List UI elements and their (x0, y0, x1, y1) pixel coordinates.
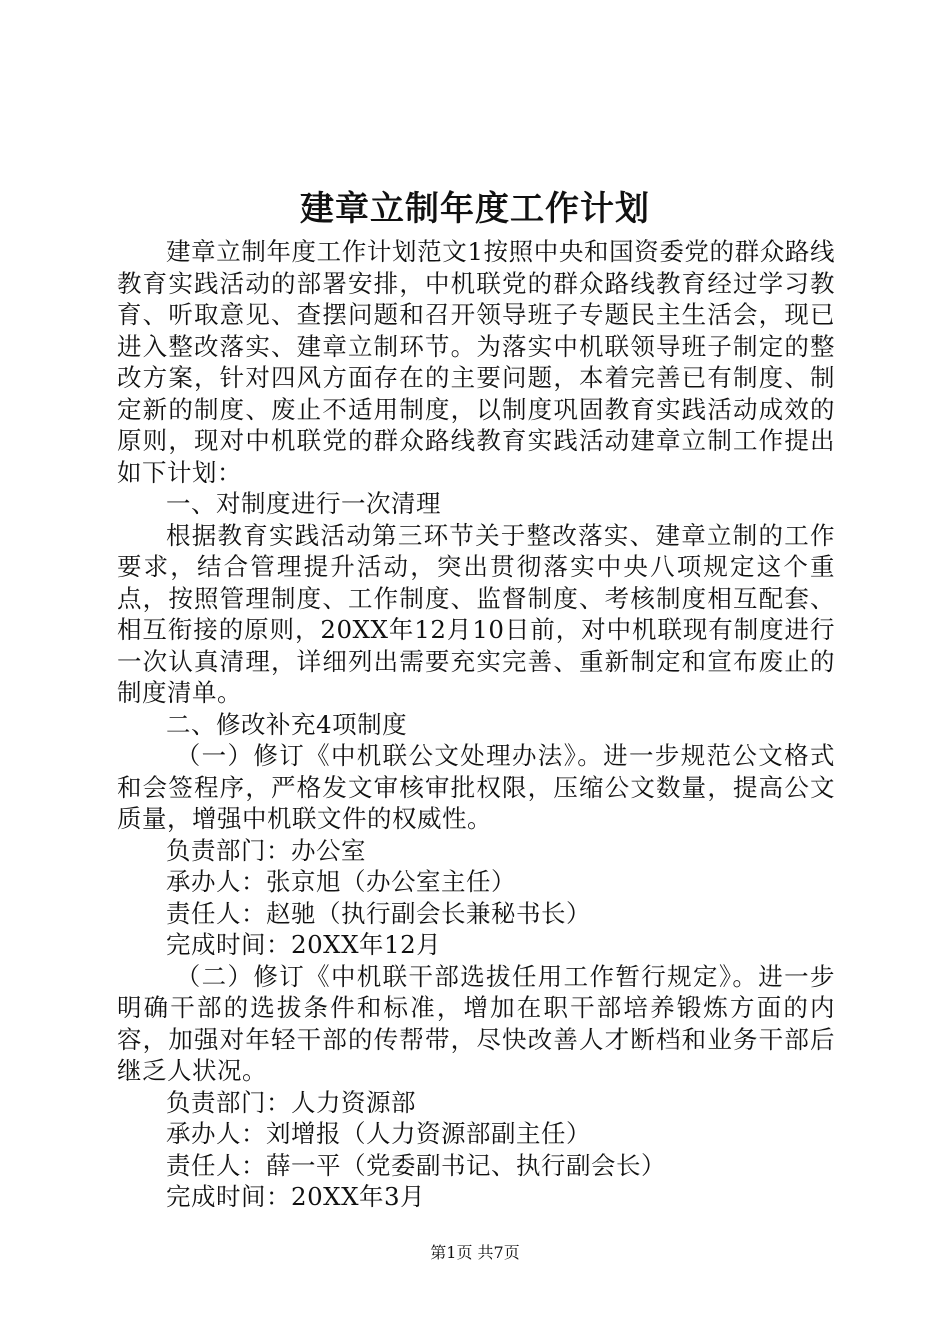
item-1-handler: 承办人：张京旭（办公室主任） (166, 867, 516, 896)
item-2-paragraph: （二）修订《中机联干部选拔任用工作暂行规定》。进一步明确干部的选拔条件和标准，增加在职干部培养锻炼方面的内容，加强对年轻干部的传帮带，尽快改善人才断档和业务干部后继乏人状况。 (117, 961, 835, 1085)
section-1-paragraph: 根据教育实践活动第三环节关于整改落实、建章立制的工作要求，结合管理提升活动，突出贯彻落实中央八项规定这个重点，按照管理制度、工作制度、监督制度、考核制度相互配套、相互衔接的原则，20XX年12月10日前，对中机联现有制度进行一次认真清理，详细列出需要充实完善、重新制定和宣布废止的制度清单。 (117, 520, 835, 707)
section-heading-1: 一、对制度进行一次清理 (166, 489, 441, 518)
section-heading-2: 二、修改补充4项制度 (166, 709, 408, 739)
item-1-responsible: 责任人：赵驰（执行副会长兼秘书长） (166, 898, 591, 928)
document-body (117, 236, 835, 1213)
page-footer: 第1页 共7页 (430, 1243, 520, 1262)
item-1-department: 负责部门：办公室 (166, 835, 366, 865)
item-2-department: 负责部门：人力资源部 (166, 1087, 416, 1117)
item-2-handler: 承办人：刘增报（人力资源部副主任） (166, 1119, 591, 1148)
item-1-deadline: 完成时间：20XX年12月 (166, 930, 442, 959)
item-2-deadline: 完成时间：20XX年3月 (166, 1182, 426, 1211)
intro-paragraph: 建章立制年度工作计划范文1按照中央和国资委党的群众路线教育实践活动的部署安排，中机联党的群众路线教育经过学习教育、听取意见、查摆问题和召开领导班子专题民主生活会，现已进入整改落实、建章立制环节。为落实中机联领导班子制定的整改方案，针对四风方面存在的主要问题，本着完善已有制度、制定新的制度、废止不适用制度，以制度巩固教育实践活动成效的原则，现对中机联党的群众路线教育实践活动建章立制工作提出如下计划： (117, 237, 835, 487)
item-2-responsible: 责任人：薛一平（党委副书记、执行副会长） (166, 1150, 666, 1180)
document-title: 建章立制年度工作计划 (300, 189, 650, 229)
item-1-paragraph: （一）修订《中机联公文处理办法》。进一步规范公文格式和会签程序，严格发文审核审批权限，压缩公文数量，提高公文质量，增强中机联文件的权威性。 (117, 741, 835, 833)
